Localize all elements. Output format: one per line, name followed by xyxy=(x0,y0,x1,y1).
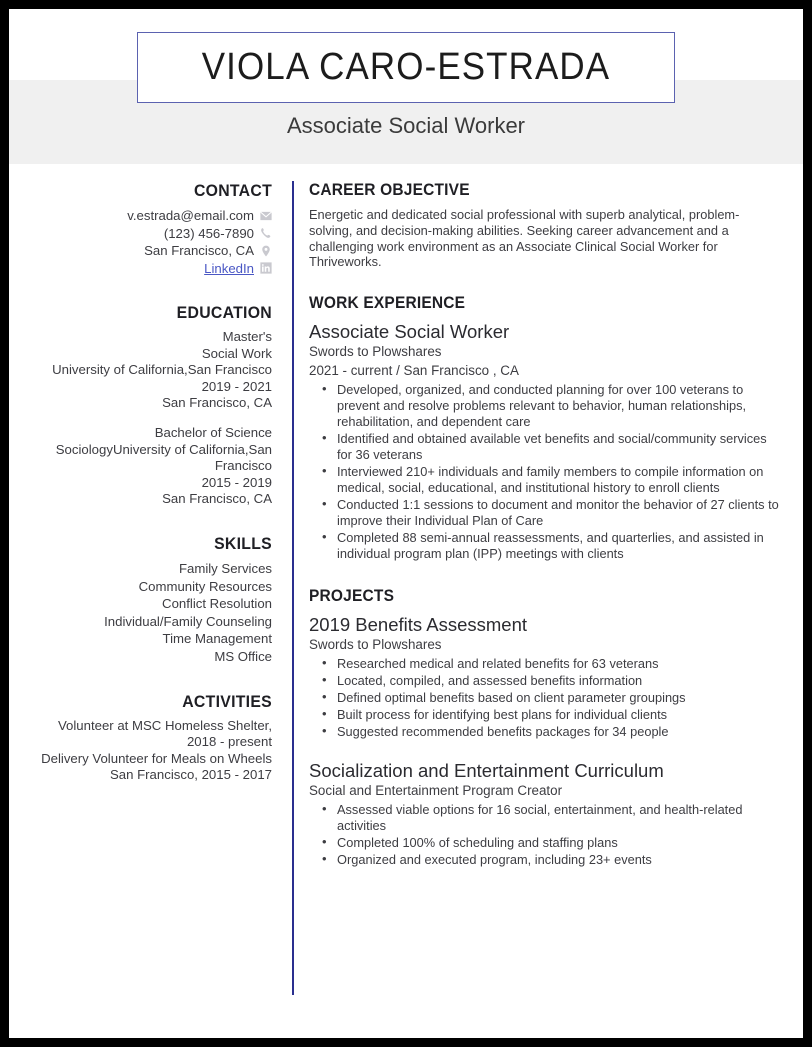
contact-location-text: San Francisco, CA xyxy=(144,243,254,258)
project-subtitle: Swords to Plowshares xyxy=(309,637,442,653)
skills-heading: SKILLS xyxy=(214,533,272,553)
project-bullet: • Defined optimal benefits based on client parameter groupings xyxy=(309,690,781,706)
project-entry xyxy=(309,759,781,868)
skill-item: Conflict Resolution xyxy=(162,596,272,612)
skill-item: Community Resources xyxy=(138,578,272,594)
project-bullet: • Organized and executed program, including 23+ events xyxy=(309,852,781,868)
job-bullet: • Developed, organized, and conducted planning for over 100 veterans to prevent and resolve problems relevant to behavior, human relationships, rehabilitation, and dependent care xyxy=(309,382,781,430)
education-location: San Francisco, CA xyxy=(162,395,272,411)
project-bullet: • Suggested recommended benefits packages for 34 people xyxy=(309,724,781,740)
project-bullet: • Researched medical and related benefits for 63 veterans xyxy=(309,656,781,672)
skill-item: Individual/Family Counseling xyxy=(104,613,272,629)
contact-item-location[interactable] xyxy=(29,242,272,260)
education-degree: Bachelor of Science xyxy=(154,424,272,440)
envelope-icon xyxy=(260,210,272,222)
activity-item: Volunteer at MSC Homeless Shelter, 2018 - present xyxy=(57,717,272,750)
work-experience-entry xyxy=(309,320,781,562)
main-content xyxy=(309,181,781,869)
project-bullet: • Assessed viable options for 16 social, entertainment, and health-related activities xyxy=(309,802,781,834)
column-divider xyxy=(292,181,294,995)
project-title: Socialization and Entertainment Curriculum xyxy=(309,760,664,782)
education-dates: 2019 - 2021 xyxy=(201,378,272,394)
sidebar xyxy=(29,181,272,784)
career-objective-text: Energetic and dedicated social professional with superb analytical, problem-solving, and decision-making abilities. Seeking career advancement and a challenging work environment as an Associate Clinical Social Worker for Thriveworks. xyxy=(309,207,740,270)
project-bullet-list xyxy=(309,802,781,868)
education-field: Social Work xyxy=(201,345,272,361)
education-field: SociologyUniversity of California,San Francisco xyxy=(55,441,272,474)
work-experience-heading: WORK EXPERIENCE xyxy=(309,294,466,313)
contact-item-email[interactable] xyxy=(29,207,272,225)
name-box xyxy=(137,32,675,103)
education-dates: 2015 - 2019 xyxy=(201,474,272,490)
project-bullet: • Located, compiled, and assessed benefits information xyxy=(309,673,781,689)
contact-item-phone[interactable] xyxy=(29,225,272,243)
job-title: Associate Social Worker xyxy=(309,321,510,343)
job-bullet: • Conducted 1:1 sessions to document and monitor the behavior of 27 clients to improve their Individual Plan of Care xyxy=(309,497,781,529)
project-subtitle: Social and Entertainment Program Creator xyxy=(309,783,563,799)
phone-icon xyxy=(260,227,272,239)
education-location: San Francisco, CA xyxy=(162,491,272,507)
education-entry xyxy=(29,329,272,412)
job-bullet: • Completed 88 semi-annual reassessments, and quarterlies, and assisted in individual program plan (IPP) meetings with clients xyxy=(309,530,781,562)
activity-item: Delivery Volunteer for Meals on Wheels San Francisco, 2015 - 2017 xyxy=(41,750,272,783)
job-bullet: • Interviewed 210+ individuals and family members to compile information on medical, social, educational, and institutional history to enroll clients xyxy=(309,464,781,496)
location-pin-icon xyxy=(260,245,272,257)
job-dates-location: 2021 - current / San Francisco , CA xyxy=(309,363,519,379)
job-bullet: • Identified and obtained available vet benefits and social/community services for 36 veterans xyxy=(309,431,781,463)
education-degree: Master's xyxy=(222,329,272,344)
project-entry xyxy=(309,613,781,740)
projects-heading: PROJECTS xyxy=(309,587,395,606)
linkedin-link[interactable]: LinkedIn xyxy=(204,260,254,276)
project-bullet: • Completed 100% of scheduling and staffing plans xyxy=(309,835,781,851)
project-bullet-list xyxy=(309,656,781,740)
page-title: VIOLA CARO-ESTRADA xyxy=(201,46,611,88)
project-title: 2019 Benefits Assessment xyxy=(309,614,528,636)
skill-item: Family Services xyxy=(178,560,272,576)
job-company: Swords to Plowshares xyxy=(309,344,442,360)
skill-item: MS Office xyxy=(214,648,272,664)
job-bullet-list xyxy=(309,382,781,562)
header-job-title: Associate Social Worker xyxy=(286,113,525,138)
education-entry xyxy=(29,425,272,508)
education-school: University of California,San Francisco xyxy=(52,362,272,378)
activities-heading: ACTIVITIES xyxy=(182,691,272,711)
resume-page xyxy=(9,9,803,1038)
linkedin-icon xyxy=(260,262,272,274)
project-bullet: • Built process for identifying best plans for individual clients xyxy=(309,707,781,723)
contact-item-linkedin[interactable] xyxy=(29,260,272,278)
contact-heading: CONTACT xyxy=(193,181,272,200)
contact-email-text: v.estrada@email.com xyxy=(127,208,254,223)
skill-item: Time Management xyxy=(162,631,272,647)
contact-phone-text: (123) 456-7890 xyxy=(163,225,254,241)
education-heading: EDUCATION xyxy=(176,303,272,322)
career-objective-heading: CAREER OBJECTIVE xyxy=(309,181,470,199)
